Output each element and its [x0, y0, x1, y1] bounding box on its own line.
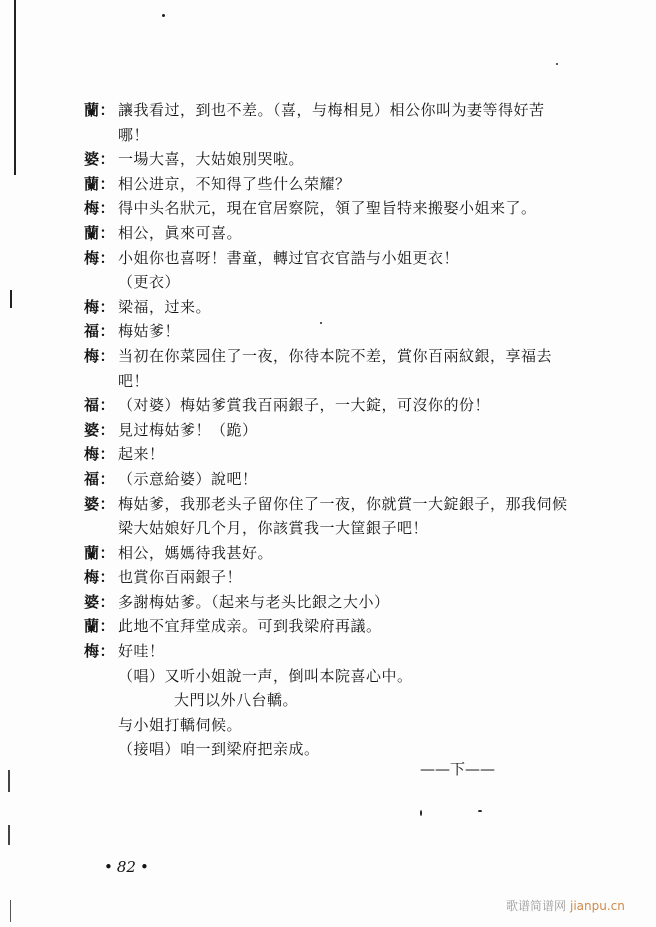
- binding-edge-mark: [8, 770, 10, 792]
- dialogue-line: [84, 196, 624, 221]
- watermark-site-name: 歌谱简谱网: [506, 899, 567, 913]
- dialogue-line: [84, 565, 624, 590]
- line-text: 起来！: [118, 445, 165, 464]
- speaker-label: 梅 ：: [84, 639, 118, 664]
- binding-edge-mark: [8, 825, 10, 845]
- dialogue-line: [84, 295, 624, 320]
- line-text: 当初在你菜园住了一夜，你待本院不差，賞你百兩紋銀，享福去: [118, 346, 553, 365]
- dialogue-line: [84, 246, 624, 271]
- speaker-label: 梅 ：: [84, 295, 118, 320]
- line-text: （唱）又听小姐說一声，倒叫本院喜心中。: [118, 666, 413, 685]
- line-text: 梅姑爹，我那老头子留你住了一夜，你就賞一大錠銀子，那我伺候: [118, 494, 568, 513]
- line-text: 相公，媽媽待我甚好。: [118, 543, 274, 562]
- sung-verse: [84, 737, 624, 762]
- line-text: 小姐你也喜呀！書童，轉过官衣官誥与小姐更衣！: [118, 248, 460, 267]
- sung-verse: [84, 688, 624, 713]
- line-text: 吧！: [118, 371, 150, 390]
- line-text: 一場大喜，大姑娘別哭啦。: [118, 150, 305, 169]
- speaker-label: 蘭 ：: [84, 541, 118, 566]
- dialogue-continuation: [84, 516, 624, 541]
- watermark-domain: jianpu.cn: [570, 899, 625, 913]
- speaker-label: 福 ：: [84, 393, 118, 418]
- line-text: 相公，眞來可喜。: [118, 223, 243, 242]
- libretto-text: [84, 98, 624, 762]
- speaker-label: 蘭 ：: [84, 614, 118, 639]
- line-text: 也賞你百兩銀子！: [118, 568, 243, 587]
- line-text: 見过梅姑爹！（跪）: [118, 420, 258, 439]
- speaker-label: 梅 ：: [84, 442, 118, 467]
- dialogue-line: [84, 590, 624, 615]
- speaker-label: 福 ：: [84, 467, 118, 492]
- speaker-label: 梅 ：: [84, 196, 118, 221]
- speaker-label: 婆 ：: [84, 418, 118, 443]
- sung-verse: [84, 664, 624, 689]
- line-text: 哪！: [118, 125, 150, 144]
- dialogue-line: [84, 319, 624, 344]
- dialogue-line: [84, 344, 624, 369]
- dialogue-line: [84, 147, 624, 172]
- line-text: 相公进京，不知得了些什么荣耀？: [118, 174, 351, 193]
- dialogue-line: [84, 492, 624, 517]
- dialogue-line: [84, 172, 624, 197]
- dialogue-line: [84, 614, 624, 639]
- scan-speck: [420, 810, 422, 816]
- scan-speck: [162, 14, 165, 17]
- line-text: （更衣）: [118, 273, 181, 292]
- binding-edge-mark: [14, 0, 16, 175]
- line-text: 梁大姑娘好几个月，你該賞我一大筐銀子吧！: [118, 519, 429, 538]
- dialogue-continuation: [84, 123, 624, 148]
- sung-verse: [84, 713, 624, 738]
- binding-edge-mark: [10, 290, 12, 308]
- speaker-label: 蘭 ：: [84, 221, 118, 246]
- line-text: 此地不宜拜堂成亲。可到我梁府再議。: [118, 617, 382, 636]
- line-text: 得中头名狀元，現在官居察院，領了聖旨特来搬娶小姐来了。: [118, 199, 537, 218]
- dialogue-line: [84, 98, 624, 123]
- line-text: （接唱）咱一到梁府把亲成。: [118, 740, 320, 759]
- line-text: 好哇！: [118, 642, 165, 661]
- dialogue-line: [84, 442, 624, 467]
- watermark: [506, 897, 625, 914]
- dialogue-line: [84, 418, 624, 443]
- line-text: 大門以外八台轎。: [174, 691, 299, 710]
- scan-speck: [478, 810, 482, 812]
- speaker-label: 蘭 ：: [84, 98, 118, 123]
- page-number: • 82 •: [100, 858, 153, 876]
- speaker-label: 婆 ：: [84, 590, 118, 615]
- binding-edge-mark: [10, 900, 11, 922]
- dialogue-line: [84, 541, 624, 566]
- speaker-label: 梅 ：: [84, 565, 118, 590]
- dialogue-line: [84, 467, 624, 492]
- dialogue-line: [84, 221, 624, 246]
- dialogue-line: [84, 393, 624, 418]
- line-text: （对婆）梅姑爹賞我百兩銀子，一大錠，可沒你的份！: [118, 396, 491, 415]
- speaker-label: 梅 ：: [84, 344, 118, 369]
- line-text: 与小姐打轎伺候。: [118, 715, 243, 734]
- line-text: （示意給婆）說吧！: [118, 469, 258, 488]
- speaker-label: 蘭 ：: [84, 172, 118, 197]
- dialogue-continuation: [84, 369, 624, 394]
- scene-end-marker: ——下——: [420, 760, 496, 778]
- line-text: 梁福，过来。: [118, 297, 212, 316]
- line-text: 讓我看过，到也不差。（喜，与梅相見）相公你叫为妻等得好苦: [118, 101, 545, 119]
- scan-speck: [556, 63, 558, 65]
- speaker-label: 婆 ：: [84, 147, 118, 172]
- line-text: 多謝梅姑爹。（起来与老头比銀之大小）: [118, 592, 390, 611]
- speaker-label: 婆 ：: [84, 492, 118, 517]
- line-text: 梅姑爹！: [118, 322, 181, 341]
- stage-direction: [84, 270, 624, 295]
- dialogue-line: [84, 639, 624, 664]
- speaker-label: 福 ：: [84, 319, 118, 344]
- speaker-label: 梅 ：: [84, 246, 118, 271]
